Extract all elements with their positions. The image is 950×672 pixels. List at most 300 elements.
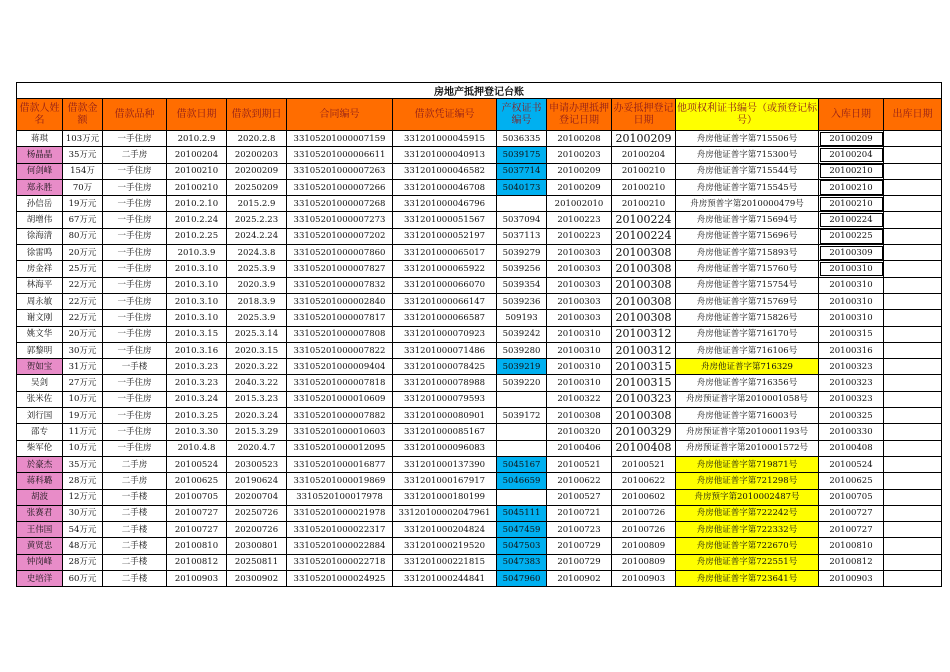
apply-date-cell: 20100723 [547,522,612,538]
in-date-cell: 20100330 [819,424,884,440]
borrower-name-cell: 徐雷鸣 [17,245,63,261]
contract-number-cell: 33105201000022317 [287,522,393,538]
table-row [17,440,942,456]
voucher-number-cell: 331201000221815 [393,554,497,570]
out-date-cell [884,293,942,309]
voucher-number-cell: 331201000070923 [393,326,497,342]
done-date-cell: 20100602 [612,489,676,505]
done-date-cell: 20100408 [612,440,676,456]
loan-date-cell: 20100625 [167,473,227,489]
column-header: 产权证书编号 [497,99,547,131]
due-date-cell: 2020.3.15 [227,342,287,358]
out-date-cell [884,212,942,228]
other-right-cert-cell: 舟房他证普字第715696号 [676,228,819,244]
out-date-cell [884,245,942,261]
table-row [17,196,942,212]
contract-number-cell: 33105201000007827 [287,261,393,277]
column-header: 借款凭证编号 [393,99,497,131]
done-date-cell: 20100224 [612,228,676,244]
contract-number-cell: 33105201000022718 [287,554,393,570]
done-date-cell: 20100726 [612,522,676,538]
borrower-name-cell: 贺如宝 [17,359,63,375]
in-date-cell: 20100903 [819,571,884,587]
due-date-cell: 20300801 [227,538,287,554]
loan-date-cell: 2010.3.23 [167,359,227,375]
out-date-cell [884,277,942,293]
other-right-cert-cell: 舟房他证普字第723641号 [676,571,819,587]
column-header: 入库日期 [819,99,884,131]
loan-amount-cell: 19万元 [63,408,103,424]
borrower-name-cell: 刘行国 [17,408,63,424]
loan-date-cell: 20100810 [167,538,227,554]
sheet-title: 房地产抵押登记台账 [17,83,942,99]
property-cert-cell: 5037714 [497,163,547,179]
in-date-cell: 20100315 [819,326,884,342]
borrower-name-cell: 郭黎明 [17,342,63,358]
in-date-cell: 20100408 [819,440,884,456]
borrower-name-cell: 柴军伦 [17,440,63,456]
in-date-cell: 20100210 [819,179,884,195]
other-right-cert-cell: 舟房他证普字第719871号 [676,456,819,472]
column-header: 出库日期 [884,99,942,131]
voucher-number-cell: 331201000180199 [393,489,497,505]
other-right-cert-cell: 舟房他证普字第716106号 [676,342,819,358]
property-cert-cell [497,391,547,407]
contract-number-cell: 33105201000024925 [287,571,393,587]
in-date-cell: 20100812 [819,554,884,570]
borrower-name-cell: 钟岗峰 [17,554,63,570]
loan-type-cell: 一手住房 [103,391,167,407]
loan-type-cell: 二手楼 [103,554,167,570]
in-date-cell: 20100210 [819,163,884,179]
property-cert-cell [497,424,547,440]
due-date-cell: 20300902 [227,571,287,587]
apply-date-cell: 20100223 [547,212,612,228]
loan-amount-cell: 31万元 [63,359,103,375]
in-date-cell: 20100224 [819,212,884,228]
voucher-number-cell: 331201000040913 [393,147,497,163]
table-row [17,147,942,163]
out-date-cell [884,424,942,440]
mortgage-register-table [16,82,942,587]
borrower-name-cell: 胡增伟 [17,212,63,228]
loan-amount-cell: 22万元 [63,310,103,326]
due-date-cell: 20200203 [227,147,287,163]
contract-number-cell: 33105201000007268 [287,196,393,212]
done-date-cell: 20100224 [612,212,676,228]
due-date-cell: 2025.3.9 [227,310,287,326]
out-date-cell [884,228,942,244]
other-right-cert-cell: 舟房他证普字第721298号 [676,473,819,489]
loan-type-cell: 二手房 [103,147,167,163]
done-date-cell: 20100308 [612,261,676,277]
borrower-name-cell: 王伟国 [17,522,63,538]
table-row [17,456,942,472]
due-date-cell: 2025.3.14 [227,326,287,342]
borrower-name-cell: 房金祥 [17,261,63,277]
other-right-cert-cell: 舟房他证普字第716356号 [676,375,819,391]
in-date-cell: 20100210 [819,196,884,212]
loan-date-cell: 2010.3.9 [167,245,227,261]
loan-date-cell: 20100524 [167,456,227,472]
loan-date-cell: 20100705 [167,489,227,505]
borrower-name-cell: 於豪杰 [17,456,63,472]
property-cert-cell [497,489,547,505]
done-date-cell: 20100323 [612,391,676,407]
property-cert-cell: 5040173 [497,179,547,195]
contract-number-cell: 3310520100017978 [287,489,393,505]
out-date-cell [884,342,942,358]
contract-number-cell: 33105201000009404 [287,359,393,375]
property-cert-cell: 5047503 [497,538,547,554]
other-right-cert-cell: 舟房他证普字第715754号 [676,277,819,293]
column-header: 办妥抵押登记日期 [612,99,676,131]
loan-type-cell: 一手楼 [103,359,167,375]
contract-number-cell: 33105201000012095 [287,440,393,456]
loan-date-cell: 2010.3.16 [167,342,227,358]
loan-type-cell: 一手住房 [103,342,167,358]
due-date-cell: 2025.3.9 [227,261,287,277]
borrower-name-cell: 吴剑 [17,375,63,391]
due-date-cell: 2025.2.23 [227,212,287,228]
in-date-cell: 20100323 [819,391,884,407]
other-right-cert-cell: 舟房他证普字第715694号 [676,212,819,228]
other-right-cert-cell: 舟房他证普字第722242号 [676,505,819,521]
contract-number-cell: 33105201000010603 [287,424,393,440]
loan-date-cell: 2010.3.10 [167,261,227,277]
contract-number-cell: 33105201000007860 [287,245,393,261]
contract-number-cell: 33105201000007818 [287,375,393,391]
borrower-name-cell: 史培洋 [17,571,63,587]
loan-amount-cell: 20万元 [63,245,103,261]
borrower-name-cell: 谢文刚 [17,310,63,326]
out-date-cell [884,489,942,505]
contract-number-cell: 33105201000007882 [287,408,393,424]
due-date-cell: 2015.3.29 [227,424,287,440]
loan-type-cell: 一手住房 [103,277,167,293]
column-header: 借款人姓名 [17,99,63,131]
borrower-name-cell: 杨晶晶 [17,147,63,163]
apply-date-cell: 20100729 [547,554,612,570]
loan-type-cell: 一手住房 [103,375,167,391]
property-cert-cell: 5046659 [497,473,547,489]
out-date-cell [884,163,942,179]
column-header: 借款日期 [167,99,227,131]
loan-type-cell: 二手房 [103,473,167,489]
in-date-cell: 20100310 [819,293,884,309]
column-header: 借款品种 [103,99,167,131]
loan-type-cell: 一手住房 [103,196,167,212]
voucher-number-cell: 331201000079593 [393,391,497,407]
out-date-cell [884,196,942,212]
in-date-cell: 20100625 [819,473,884,489]
property-cert-cell: 5039242 [497,326,547,342]
done-date-cell: 20100308 [612,277,676,293]
voucher-number-cell: 331201000046796 [393,196,497,212]
in-date-cell: 20100316 [819,342,884,358]
out-date-cell [884,261,942,277]
loan-amount-cell: 22万元 [63,293,103,309]
voucher-number-cell: 331201000065017 [393,245,497,261]
loan-date-cell: 2010.3.10 [167,310,227,326]
apply-date-cell: 20100203 [547,147,612,163]
apply-date-cell: 20100622 [547,473,612,489]
apply-date-cell: 20100303 [547,293,612,309]
due-date-cell: 2020.2.8 [227,131,287,147]
voucher-number-cell: 331201000219520 [393,538,497,554]
voucher-number-cell: 331201000066147 [393,293,497,309]
contract-number-cell: 33105201000006611 [287,147,393,163]
table-row [17,342,942,358]
voucher-number-cell: 331201000052197 [393,228,497,244]
loan-date-cell: 2010.3.24 [167,391,227,407]
loan-date-cell: 20100812 [167,554,227,570]
property-cert-cell: 5039279 [497,245,547,261]
other-right-cert-cell: 舟房他证普字第715769号 [676,293,819,309]
in-date-cell: 20100225 [819,228,884,244]
other-right-cert-cell: 舟房他证普字第715544号 [676,163,819,179]
done-date-cell: 20100329 [612,424,676,440]
loan-type-cell: 一手住房 [103,228,167,244]
due-date-cell: 20200209 [227,163,287,179]
out-date-cell [884,131,942,147]
voucher-number-cell: 331201000065922 [393,261,497,277]
table-row [17,293,942,309]
due-date-cell: 20200704 [227,489,287,505]
loan-amount-cell: 60万元 [63,571,103,587]
column-header: 借款金额 [63,99,103,131]
borrower-name-cell: 张米佐 [17,391,63,407]
table-row [17,131,942,147]
out-date-cell [884,571,942,587]
apply-date-cell: 20100521 [547,456,612,472]
other-right-cert-cell: 舟房他证普字第715826号 [676,310,819,326]
voucher-number-cell: 33120100002047961 [393,505,497,521]
apply-date-cell: 20100310 [547,326,612,342]
done-date-cell: 20100210 [612,179,676,195]
voucher-number-cell: 331201000066070 [393,277,497,293]
property-cert-cell: 5047960 [497,571,547,587]
other-right-cert-cell: 舟房预普字第2010000479号 [676,196,819,212]
done-date-cell: 20100622 [612,473,676,489]
loan-type-cell: 一手楼 [103,489,167,505]
table-row [17,554,942,570]
contract-number-cell: 33105201000016877 [287,456,393,472]
borrower-name-cell: 徐海清 [17,228,63,244]
apply-date-cell: 20100320 [547,424,612,440]
borrower-name-cell: 周永敏 [17,293,63,309]
property-cert-cell: 5039280 [497,342,547,358]
table-row [17,228,942,244]
borrower-name-cell: 孙信岳 [17,196,63,212]
property-cert-cell: 5037094 [497,212,547,228]
loan-type-cell: 一手住房 [103,310,167,326]
contract-number-cell: 33105201000007817 [287,310,393,326]
done-date-cell: 20100308 [612,310,676,326]
table-row [17,310,942,326]
done-date-cell: 20100308 [612,245,676,261]
other-right-cert-cell: 舟房他证普字第715545号 [676,179,819,195]
apply-date-cell: 201002010 [547,196,612,212]
done-date-cell: 20100521 [612,456,676,472]
due-date-cell: 20250811 [227,554,287,570]
voucher-number-cell: 331201000078988 [393,375,497,391]
other-right-cert-cell: 舟房他证普字第716003号 [676,408,819,424]
apply-date-cell: 20100308 [547,408,612,424]
property-cert-cell: 5039172 [497,408,547,424]
in-date-cell: 20100309 [819,245,884,261]
out-date-cell [884,522,942,538]
loan-date-cell: 2010.3.10 [167,277,227,293]
contract-number-cell: 33105201000010609 [287,391,393,407]
property-cert-cell: 509193 [497,310,547,326]
apply-date-cell: 20100310 [547,359,612,375]
in-date-cell: 20100310 [819,261,884,277]
voucher-number-cell: 331201000096083 [393,440,497,456]
property-cert-cell: 5047383 [497,554,547,570]
voucher-number-cell: 331201000080901 [393,408,497,424]
apply-date-cell: 20100721 [547,505,612,521]
loan-type-cell: 一手住房 [103,163,167,179]
loan-date-cell: 2010.3.30 [167,424,227,440]
table-row [17,473,942,489]
in-date-cell: 20100323 [819,359,884,375]
out-date-cell [884,375,942,391]
loan-type-cell: 一手住房 [103,179,167,195]
property-cert-cell: 5047459 [497,522,547,538]
done-date-cell: 20100312 [612,326,676,342]
loan-date-cell: 2010.3.15 [167,326,227,342]
loan-amount-cell: 48万元 [63,538,103,554]
loan-type-cell: 一手住房 [103,424,167,440]
loan-date-cell: 20100727 [167,505,227,521]
loan-amount-cell: 19万元 [63,196,103,212]
apply-date-cell: 20100303 [547,277,612,293]
due-date-cell: 2015.2.9 [227,196,287,212]
due-date-cell: 2020.4.7 [227,440,287,456]
borrower-name-cell: 姚文华 [17,326,63,342]
out-date-cell [884,538,942,554]
other-right-cert-cell: 舟房他证普字第715300号 [676,147,819,163]
voucher-number-cell: 331201000137390 [393,456,497,472]
loan-amount-cell: 25万元 [63,261,103,277]
table-row [17,408,942,424]
voucher-number-cell: 331201000051567 [393,212,497,228]
contract-number-cell: 33105201000007263 [287,163,393,179]
property-cert-cell: 5037113 [497,228,547,244]
table-row [17,326,942,342]
property-cert-cell: 5039220 [497,375,547,391]
apply-date-cell: 20100303 [547,245,612,261]
column-header: 合同编号 [287,99,393,131]
due-date-cell: 20190624 [227,473,287,489]
table-row [17,212,942,228]
table-row [17,179,942,195]
apply-date-cell: 20100208 [547,131,612,147]
loan-date-cell: 20100204 [167,147,227,163]
in-date-cell: 20100705 [819,489,884,505]
contract-number-cell: 33105201000007832 [287,277,393,293]
in-date-cell: 20100727 [819,522,884,538]
borrower-name-cell: 林海平 [17,277,63,293]
in-date-cell: 20100310 [819,277,884,293]
out-date-cell [884,473,942,489]
done-date-cell: 20100308 [612,293,676,309]
loan-amount-cell: 35万元 [63,147,103,163]
due-date-cell: 2015.3.23 [227,391,287,407]
borrower-name-cell: 郑永胜 [17,179,63,195]
done-date-cell: 20100308 [612,408,676,424]
apply-date-cell: 20100310 [547,375,612,391]
loan-date-cell: 2010.3.10 [167,293,227,309]
loan-amount-cell: 54万元 [63,522,103,538]
done-date-cell: 20100209 [612,131,676,147]
due-date-cell: 20200726 [227,522,287,538]
loan-amount-cell: 28万元 [63,554,103,570]
contract-number-cell: 33105201000007159 [287,131,393,147]
in-date-cell: 20100310 [819,310,884,326]
borrower-name-cell: 何剑峰 [17,163,63,179]
due-date-cell: 2024.2.24 [227,228,287,244]
property-cert-cell: 5045111 [497,505,547,521]
out-date-cell [884,391,942,407]
loan-amount-cell: 12万元 [63,489,103,505]
loan-type-cell: 二手楼 [103,522,167,538]
loan-amount-cell: 80万元 [63,228,103,244]
apply-date-cell: 20100209 [547,179,612,195]
apply-date-cell: 20100223 [547,228,612,244]
loan-date-cell: 20100727 [167,522,227,538]
property-cert-cell: 5039175 [497,147,547,163]
loan-amount-cell: 35万元 [63,456,103,472]
table-row [17,505,942,521]
contract-number-cell: 33105201000021978 [287,505,393,521]
table-row [17,261,942,277]
table-row [17,359,942,375]
apply-date-cell: 20100303 [547,310,612,326]
loan-type-cell: 一手住房 [103,408,167,424]
other-right-cert-cell: 舟房预字第2010002487号 [676,489,819,505]
column-header: 他项权利证书编号（或预登记标号） [676,99,819,131]
loan-type-cell: 一手住房 [103,261,167,277]
in-date-cell: 20100204 [819,147,884,163]
voucher-number-cell: 331201000071486 [393,342,497,358]
loan-amount-cell: 20万元 [63,326,103,342]
contract-number-cell: 33105201000007822 [287,342,393,358]
due-date-cell: 20300523 [227,456,287,472]
other-right-cert-cell: 舟房预证普字第2010001193号 [676,424,819,440]
apply-date-cell: 20100322 [547,391,612,407]
out-date-cell [884,440,942,456]
in-date-cell: 20100810 [819,538,884,554]
loan-type-cell: 一手住房 [103,131,167,147]
out-date-cell [884,147,942,163]
loan-amount-cell: 22万元 [63,277,103,293]
loan-amount-cell: 30万元 [63,342,103,358]
voucher-number-cell: 331201000204824 [393,522,497,538]
in-date-cell: 20100209 [819,131,884,147]
loan-date-cell: 2010.3.25 [167,408,227,424]
property-cert-cell [497,440,547,456]
borrower-name-cell: 张赛君 [17,505,63,521]
property-cert-cell: 5039256 [497,261,547,277]
contract-number-cell: 33105201000007202 [287,228,393,244]
contract-number-cell: 33105201000002840 [287,293,393,309]
loan-type-cell: 一手住房 [103,212,167,228]
loan-type-cell: 一手住房 [103,326,167,342]
table-row [17,245,942,261]
property-cert-cell: 5039219 [497,359,547,375]
